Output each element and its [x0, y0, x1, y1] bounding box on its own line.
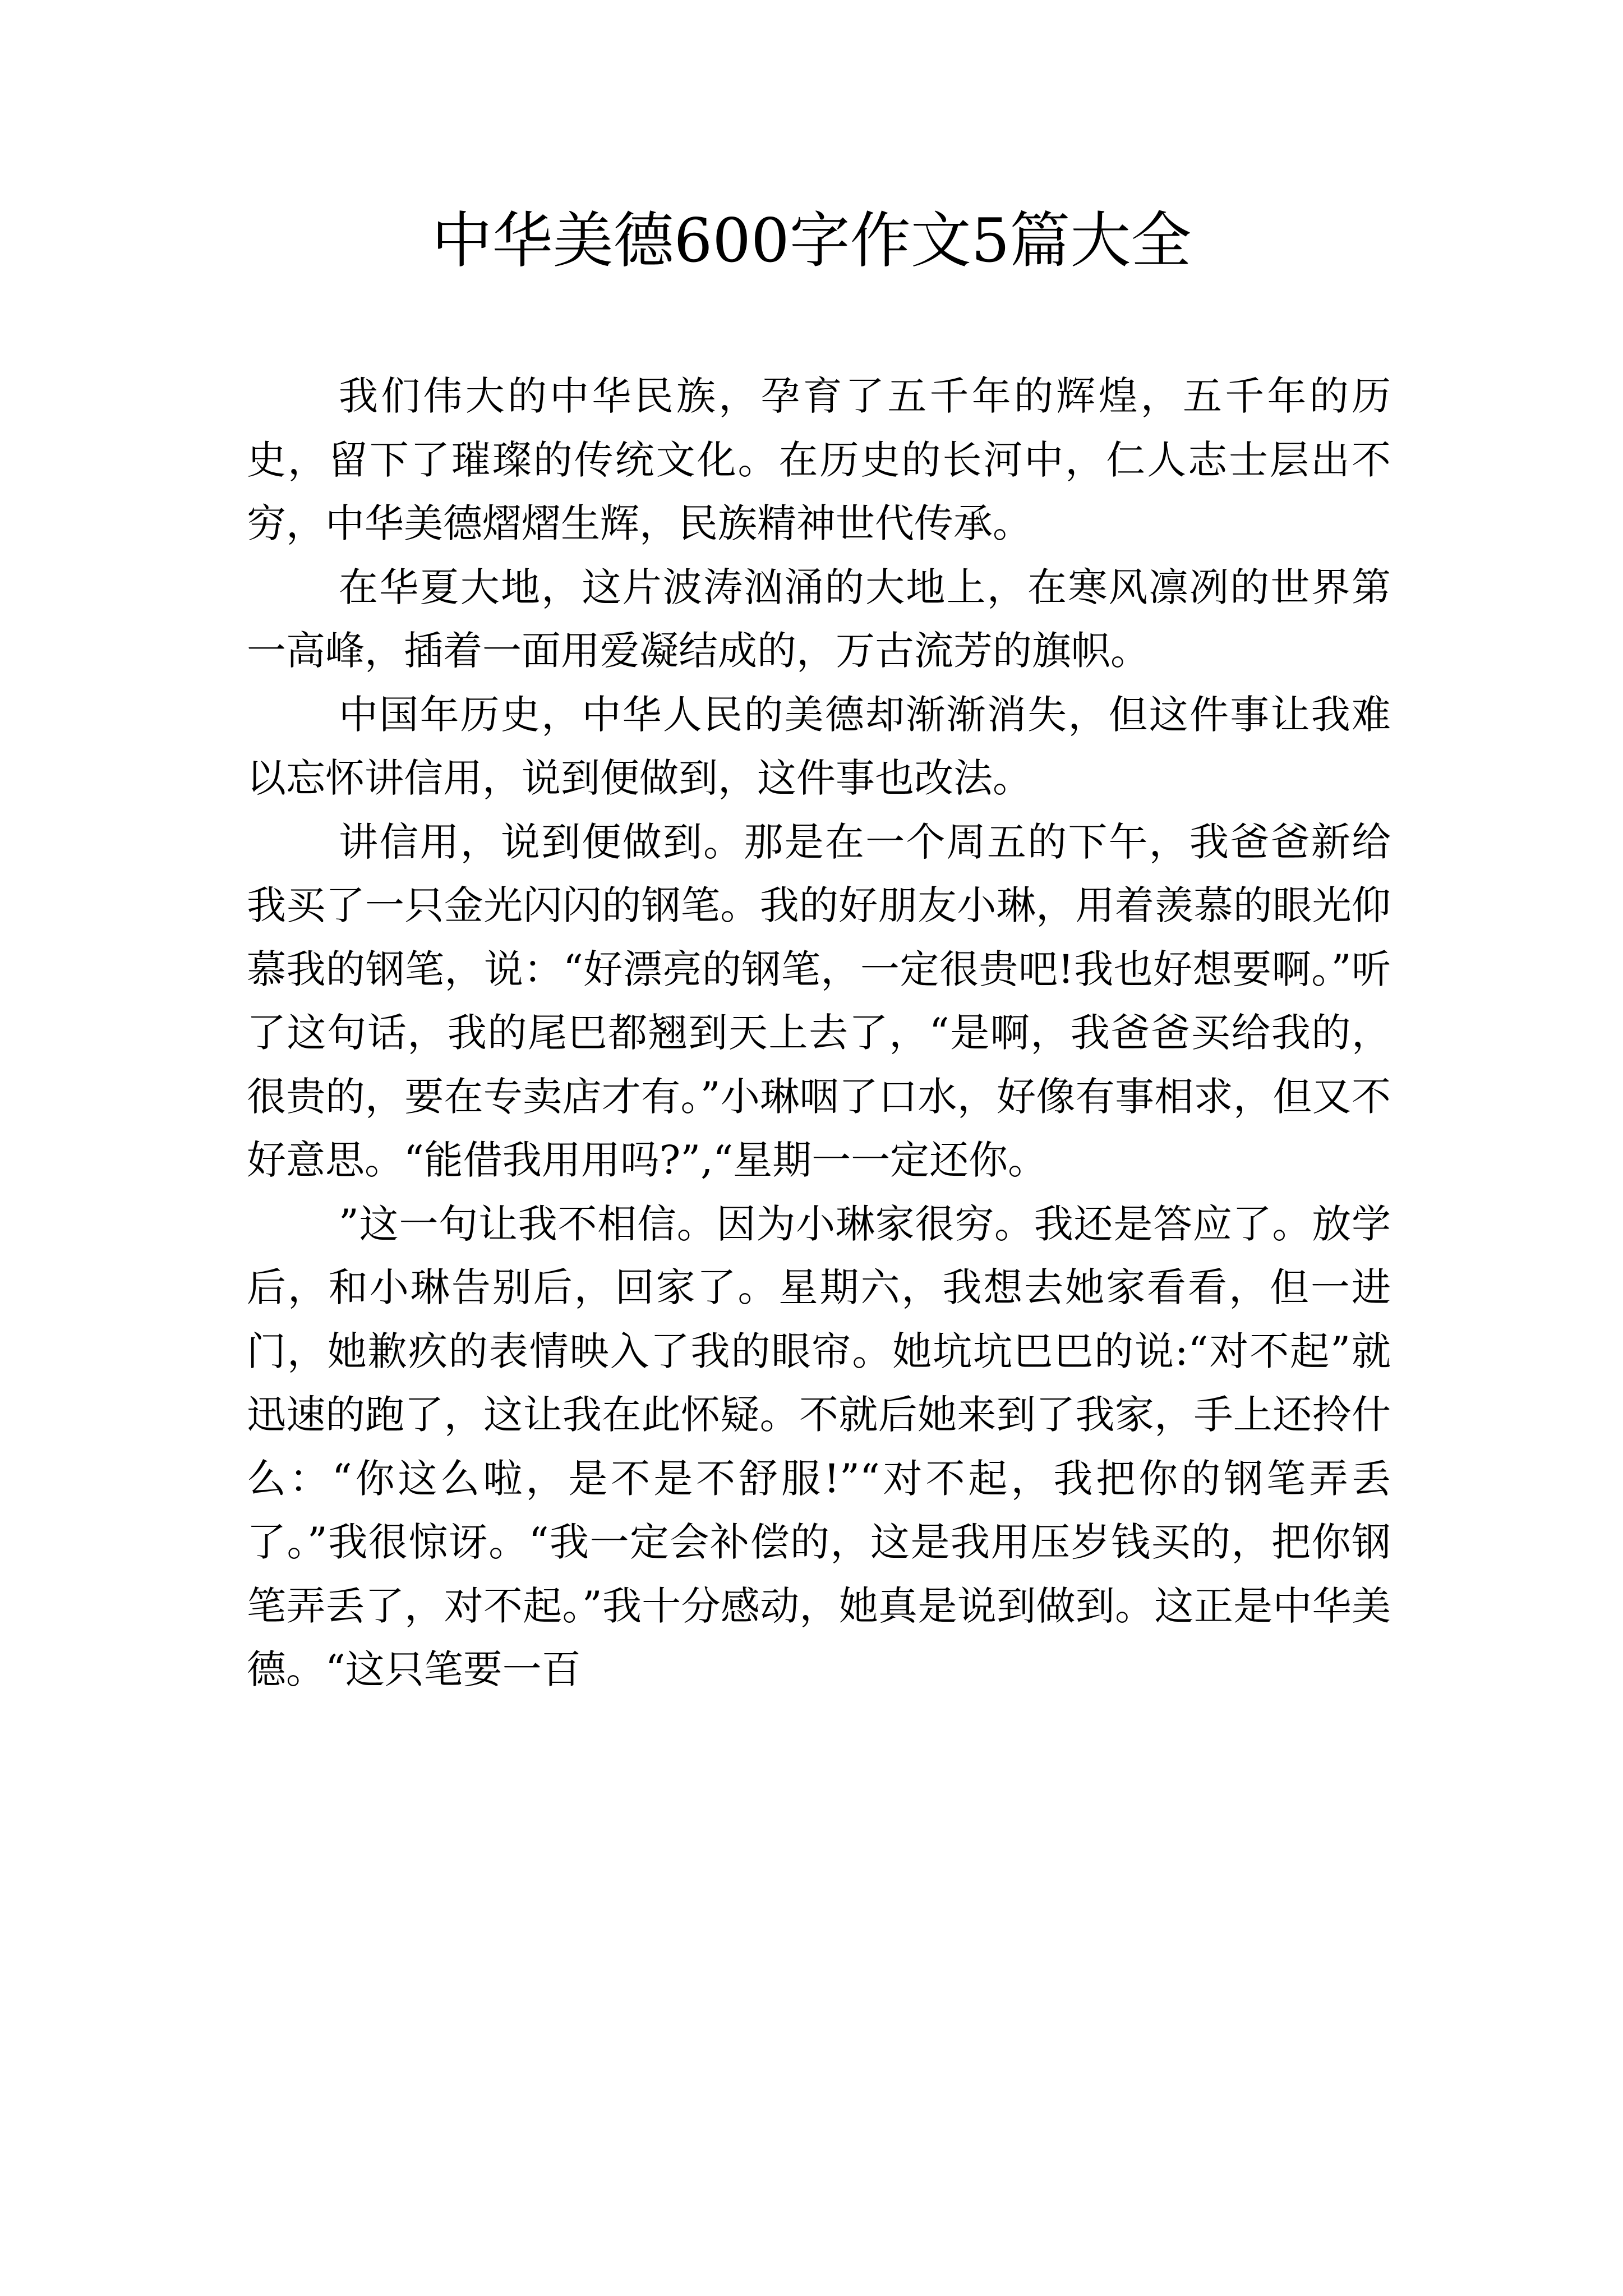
- paragraph: 我们伟大的中华民族，孕育了五千年的辉煌，五千年的历史，留下了璀璨的传统文化。在历史的长河中，仁人志士层出不穷，中华美德熠熠生辉，民族精神世代传承。: [247, 373, 1391, 546]
- paragraph: 中国年历史，中华人民的美德却渐渐消失，但这件事让我难以忘怀讲信用，说到便做到，这件事也改法。: [247, 691, 1391, 801]
- paragraph: ”这一句让我不相信。因为小琳家很穷。我还是答应了。放学后，和小琳告别后，回家了。星期六，我想去她家看看，但一进门，她歉疚的表情映入了我的眼帘。她坑坑巴巴的说:“对不起”就迅速的跑了，这让我在此怀疑。不就后她来到了我家，手上还拎什么：“你这么啦，是不是不舒服!”“对不起，我把你的钢笔弄丢了。”我很惊讶。“我一定会补偿的，这是我用压岁钱买的，把你钢笔弄丢了，对不起。”我十分感动，她真是说到做到。这正是中华美德。“这只笔要一百: [247, 1200, 1391, 1692]
- document-title: 中华美德600字作文5篇大全: [431, 206, 1192, 276]
- document-body: [247, 365, 1391, 1702]
- paragraph: 讲信用，说到便做到。那是在一个周五的下午，我爸爸新给我买了一只金光闪闪的钢笔。我的好朋友小琳，用着羡慕的眼光仰慕我的钢笔，说：“好漂亮的钢笔，一定很贵吧!我也好想要啊。”听了这句话，我的尾巴都翘到天上去了，“是啊，我爸爸买给我的，很贵的，要在专卖店才有。”小琳咽了口水，好像有事相求，但又不好意思。“能借我用用吗?”,“星期一一定还你。: [247, 818, 1391, 1183]
- paragraph: 在华夏大地，这片波涛汹涌的大地上，在寒风凛冽的世界第一高峰，插着一面用爱凝结成的，万古流芳的旗帜。: [247, 564, 1391, 674]
